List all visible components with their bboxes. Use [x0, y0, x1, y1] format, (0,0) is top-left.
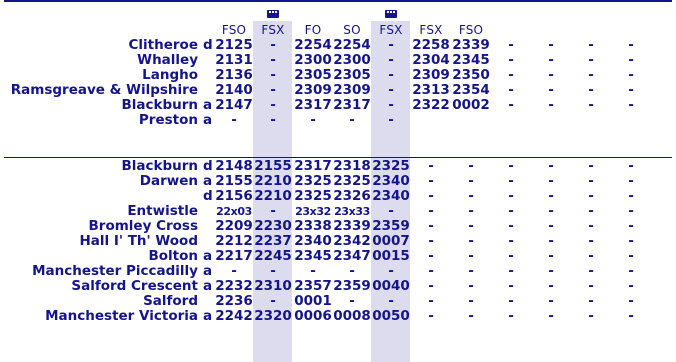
time-cell: -: [428, 233, 434, 249]
time-cell: -: [548, 158, 554, 174]
time-cell: 2258: [412, 37, 450, 53]
time-cell: 2325: [372, 158, 410, 174]
time-cell: 2347: [333, 248, 371, 264]
time-cell: 2310: [254, 278, 292, 294]
time-cell: 2131: [215, 52, 253, 68]
time-cell: -: [468, 278, 474, 294]
time-cell: -: [588, 67, 594, 83]
station-name: Preston: [138, 112, 198, 128]
station-name: Whalley: [137, 52, 198, 68]
time-cell: -: [468, 173, 474, 189]
timetable-row: [0, 159, 676, 174]
time-cell: 2318: [333, 158, 371, 174]
station-name: Blackburn: [121, 158, 198, 174]
time-cell: -: [468, 158, 474, 174]
time-cell: -: [508, 233, 514, 249]
time-cell: -: [588, 173, 594, 189]
time-cell: -: [588, 52, 594, 68]
time-cell: -: [270, 112, 276, 128]
station-name: Salford: [143, 293, 198, 309]
time-cell: 2212: [215, 233, 253, 249]
time-cell: -: [548, 278, 554, 294]
time-cell: -: [428, 248, 434, 264]
time-cell: -: [428, 188, 434, 204]
time-cell: 2342: [333, 233, 371, 249]
time-cell: 2236: [215, 293, 253, 309]
time-cell: -: [270, 82, 276, 98]
time-cell: -: [468, 248, 474, 264]
time-cell: -: [468, 188, 474, 204]
time-cell: -: [508, 173, 514, 189]
time-cell: 2210: [254, 188, 292, 204]
time-cell: -: [508, 52, 514, 68]
timetable-row: [0, 249, 676, 264]
time-cell: -: [508, 97, 514, 113]
time-cell: 0006: [294, 308, 332, 324]
time-cell: -: [548, 67, 554, 83]
time-cell: 2359: [333, 278, 371, 294]
time-cell: 2345: [452, 52, 490, 68]
time-cell: -: [231, 263, 237, 279]
station-name: Entwistle: [127, 203, 198, 219]
time-cell: -: [270, 293, 276, 309]
timetable-row: [0, 83, 676, 98]
time-cell: -: [388, 263, 394, 279]
time-cell: -: [588, 293, 594, 309]
arrive-depart-marker: a: [203, 97, 213, 113]
time-cell: 22x03: [216, 205, 252, 218]
station-name: Bolton: [148, 248, 198, 264]
timetable-row: [0, 113, 676, 128]
time-cell: -: [548, 173, 554, 189]
time-cell: 2350: [452, 67, 490, 83]
timetable-row: [0, 219, 676, 234]
time-cell: 2313: [412, 82, 450, 98]
time-cell: 0007: [372, 233, 410, 249]
time-cell: -: [270, 37, 276, 53]
timetable-row: [0, 98, 676, 113]
time-cell: 2325: [294, 188, 332, 204]
timetable-row: [0, 204, 676, 219]
time-cell: -: [508, 308, 514, 324]
timetable-row: [0, 189, 676, 204]
time-cell: 2254: [333, 37, 371, 53]
time-cell: -: [588, 278, 594, 294]
time-cell: -: [548, 97, 554, 113]
time-cell: -: [349, 263, 355, 279]
time-cell: 2155: [254, 158, 292, 174]
station-name: Hall I' Th' Wood: [79, 233, 198, 249]
time-cell: 0001: [294, 293, 332, 309]
time-cell: -: [428, 173, 434, 189]
time-cell: 2156: [215, 188, 253, 204]
time-cell: -: [231, 112, 237, 128]
time-cell: 2345: [294, 248, 332, 264]
time-cell: 2340: [372, 173, 410, 189]
time-cell: -: [628, 97, 634, 113]
arrive-depart-marker: a: [203, 248, 213, 264]
arrive-depart-marker: a: [203, 308, 213, 324]
column-header: FSX: [379, 23, 403, 37]
time-cell: -: [388, 52, 394, 68]
time-cell: -: [628, 263, 634, 279]
time-cell: -: [270, 67, 276, 83]
station-name: Manchester Victoria: [45, 308, 198, 324]
station-name: Clitheroe: [128, 37, 198, 53]
time-cell: -: [588, 233, 594, 249]
station-name: Bromley Cross: [88, 218, 198, 234]
time-cell: 2354: [452, 82, 490, 98]
top-rule: [4, 0, 672, 2]
time-cell: -: [548, 37, 554, 53]
time-cell: -: [508, 218, 514, 234]
time-cell: -: [548, 218, 554, 234]
time-cell: 2245: [254, 248, 292, 264]
time-cell: -: [468, 218, 474, 234]
time-cell: 2254: [294, 37, 332, 53]
time-cell: -: [388, 82, 394, 98]
time-cell: -: [388, 293, 394, 309]
bus-icon: [385, 10, 397, 18]
time-cell: 2217: [215, 248, 253, 264]
time-cell: -: [508, 37, 514, 53]
time-cell: -: [508, 158, 514, 174]
station-name: Langho: [142, 67, 198, 83]
time-cell: -: [588, 248, 594, 264]
time-cell: -: [468, 308, 474, 324]
time-cell: -: [548, 233, 554, 249]
time-cell: -: [628, 158, 634, 174]
time-cell: -: [428, 308, 434, 324]
timetable-row: [0, 279, 676, 294]
time-cell: -: [588, 158, 594, 174]
time-cell: 2325: [294, 173, 332, 189]
time-cell: 2326: [333, 188, 371, 204]
time-cell: 2309: [333, 82, 371, 98]
time-cell: 2209: [215, 218, 253, 234]
time-cell: 2340: [294, 233, 332, 249]
time-cell: -: [628, 308, 634, 324]
timetable-row: [0, 38, 676, 53]
time-cell: 2325: [333, 173, 371, 189]
arrive-depart-marker: d: [203, 188, 213, 204]
column-header: SO: [343, 23, 361, 37]
time-cell: -: [428, 158, 434, 174]
time-cell: 2317: [294, 158, 332, 174]
time-cell: -: [349, 112, 355, 128]
time-cell: -: [428, 293, 434, 309]
timetable-row: [0, 309, 676, 324]
time-cell: -: [628, 278, 634, 294]
time-cell: -: [468, 263, 474, 279]
time-cell: -: [508, 82, 514, 98]
time-cell: 2242: [215, 308, 253, 324]
time-cell: 0015: [372, 248, 410, 264]
station-name: Darwen: [139, 173, 198, 189]
arrive-depart-marker: a: [203, 112, 213, 128]
station-name: Salford Crescent: [71, 278, 198, 294]
time-cell: 2339: [452, 37, 490, 53]
time-cell: -: [428, 278, 434, 294]
time-cell: 2340: [372, 188, 410, 204]
timetable-row: [0, 68, 676, 83]
station-name: Ramsgreave & Wilpshire: [10, 82, 198, 98]
time-cell: -: [588, 188, 594, 204]
time-cell: 2317: [294, 97, 332, 113]
time-cell: 23x33: [334, 205, 370, 218]
time-cell: -: [508, 203, 514, 219]
time-cell: 2305: [294, 67, 332, 83]
time-cell: -: [508, 188, 514, 204]
timetable-row: [0, 234, 676, 249]
time-cell: -: [468, 293, 474, 309]
arrive-depart-marker: a: [203, 263, 213, 279]
timetable-row: [0, 174, 676, 189]
station-name: Manchester Piccadilly: [32, 263, 198, 279]
time-cell: -: [270, 97, 276, 113]
time-cell: -: [508, 278, 514, 294]
time-cell: 23x32: [295, 205, 331, 218]
timetable-row: [0, 264, 676, 279]
time-cell: 2125: [215, 37, 253, 53]
time-cell: -: [628, 173, 634, 189]
time-cell: -: [428, 263, 434, 279]
time-cell: -: [310, 112, 316, 128]
section-divider: [4, 157, 672, 158]
time-cell: -: [588, 37, 594, 53]
time-cell: -: [388, 67, 394, 83]
time-cell: -: [270, 263, 276, 279]
bus-icon: [267, 10, 279, 18]
time-cell: 2136: [215, 67, 253, 83]
time-cell: -: [548, 293, 554, 309]
time-cell: 2339: [333, 218, 371, 234]
time-cell: 0050: [372, 308, 410, 324]
time-cell: 2338: [294, 218, 332, 234]
time-cell: 2320: [254, 308, 292, 324]
time-cell: -: [428, 218, 434, 234]
time-cell: -: [310, 263, 316, 279]
time-cell: -: [588, 82, 594, 98]
column-header: FSO: [458, 23, 484, 37]
time-cell: -: [628, 203, 634, 219]
time-cell: 2300: [333, 52, 371, 68]
time-cell: -: [548, 263, 554, 279]
time-cell: 2317: [333, 97, 371, 113]
time-cell: -: [388, 112, 394, 128]
time-cell: -: [588, 308, 594, 324]
time-cell: -: [588, 203, 594, 219]
time-cell: -: [388, 203, 394, 219]
time-cell: -: [270, 203, 276, 219]
time-cell: -: [628, 293, 634, 309]
time-cell: 2300: [294, 52, 332, 68]
time-cell: -: [428, 203, 434, 219]
time-cell: 2309: [294, 82, 332, 98]
time-cell: 2210: [254, 173, 292, 189]
time-cell: -: [628, 218, 634, 234]
time-cell: -: [508, 263, 514, 279]
station-name: Blackburn: [121, 97, 198, 113]
column-header: FSX: [261, 23, 285, 37]
time-cell: 2155: [215, 173, 253, 189]
arrive-depart-marker: a: [203, 173, 213, 189]
timetable-row: [0, 53, 676, 68]
time-cell: -: [388, 97, 394, 113]
time-cell: -: [388, 37, 394, 53]
time-cell: -: [349, 293, 355, 309]
time-cell: 2147: [215, 97, 253, 113]
time-cell: 2305: [333, 67, 371, 83]
arrive-depart-marker: d: [203, 158, 213, 174]
time-cell: 2140: [215, 82, 253, 98]
time-cell: 2359: [372, 218, 410, 234]
time-cell: -: [548, 308, 554, 324]
time-cell: 0002: [452, 97, 490, 113]
time-cell: -: [548, 52, 554, 68]
time-cell: 0040: [372, 278, 410, 294]
time-cell: -: [628, 233, 634, 249]
time-cell: -: [628, 188, 634, 204]
time-cell: 2304: [412, 52, 450, 68]
time-cell: -: [548, 248, 554, 264]
time-cell: -: [270, 52, 276, 68]
time-cell: -: [588, 263, 594, 279]
time-cell: -: [588, 97, 594, 113]
time-cell: 2230: [254, 218, 292, 234]
time-cell: -: [508, 248, 514, 264]
time-cell: -: [548, 188, 554, 204]
time-cell: -: [628, 52, 634, 68]
time-cell: -: [548, 82, 554, 98]
time-cell: 2322: [412, 97, 450, 113]
column-header: FSX: [419, 23, 443, 37]
time-cell: -: [628, 82, 634, 98]
time-cell: 2309: [412, 67, 450, 83]
column-header: FO: [304, 23, 322, 37]
timetable-row: [0, 294, 676, 309]
arrive-depart-marker: a: [203, 278, 213, 294]
time-cell: -: [628, 248, 634, 264]
time-cell: -: [468, 233, 474, 249]
time-cell: -: [508, 293, 514, 309]
time-cell: -: [628, 37, 634, 53]
time-cell: 2232: [215, 278, 253, 294]
time-cell: -: [548, 203, 554, 219]
arrive-depart-marker: d: [203, 37, 213, 53]
time-cell: 2237: [254, 233, 292, 249]
time-cell: -: [468, 203, 474, 219]
time-cell: 2148: [215, 158, 253, 174]
time-cell: 0008: [333, 308, 371, 324]
column-header: FSO: [221, 23, 247, 37]
time-cell: -: [588, 218, 594, 234]
time-cell: 2357: [294, 278, 332, 294]
time-cell: -: [508, 67, 514, 83]
time-cell: -: [628, 67, 634, 83]
